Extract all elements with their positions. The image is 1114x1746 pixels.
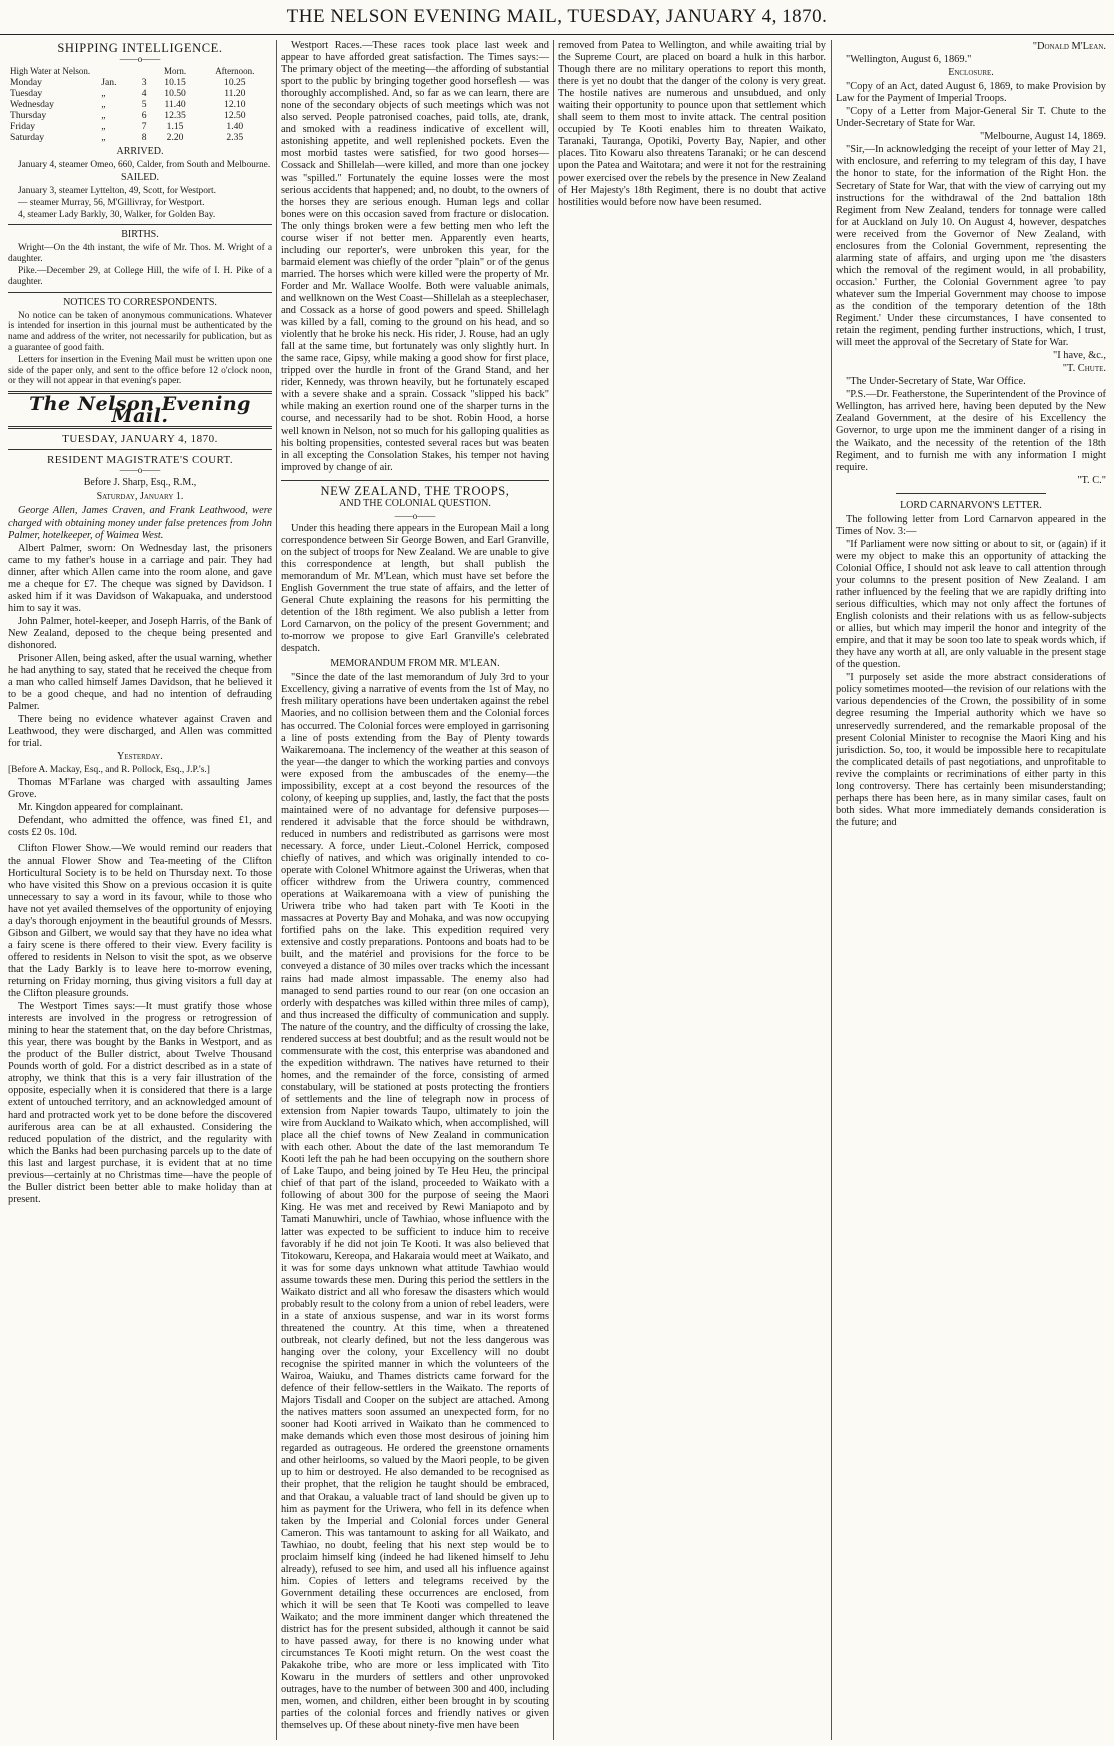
tide-row bbox=[8, 121, 272, 132]
shipping-heading: SHIPPING INTELLIGENCE. bbox=[57, 41, 223, 55]
divider bbox=[8, 449, 272, 450]
tide-day: Friday bbox=[10, 121, 36, 133]
tide-aft: 10.25 bbox=[224, 77, 246, 89]
court-day: Saturday, January 1. bbox=[96, 491, 184, 503]
births-heading: BIRTHS. bbox=[121, 229, 159, 241]
paper-date: TUESDAY, JANUARY 4, 1870. bbox=[62, 433, 218, 446]
tide-date: 4 bbox=[141, 88, 147, 100]
ornament: ——o—— bbox=[119, 54, 161, 65]
postscript: "P.S.—Dr. Featherstone, the Superintendent of the Province of Wellington, has arrived here, having been deputed by the New Zealand Government, at the desire of his Excellency the Governor, to urge upon me the imminent danger of a rising in the Waikato, and the necessity of the retention of the 18th Regiment, and to furnish me with any information I might require. bbox=[836, 389, 1106, 473]
races-paragraph: Westport Races.—These races took place last week and appear to have afforded great satisfaction. The Times says:—The primary object of the meeting—the affording of substantial sport to the public by bringing together good horseflesh — was thoroughly accomplished. And, so far as we can learn, there are none of the secondary objects of such meetings which was not also served. People patronised coaches, paid tolls, ate, drank, and smoked with a readiness indicative of excellent will, astonishing appetite, and well replenished pockets. Even the most morbid tastes were satisfied, for two good horses—Cossack and Shillelah—were killed, and more than one jockey was "spilled." Fortunately the equine losses were the most serious accidents that happened; and, no doubt, to the owners of the horses they are serious enough. Human legs and collar bones were on this occasion saved from fracture or dislocation. The only things broken were a few betting men who left the course wiser if not better men. Apparently even hearts, including our reporter's, were unbroken this year, for the barmaid element was chiefly of the order "plain" or of the genus married. The horses which were killed were the property of Mr. Forder and Mr. Wallace Woolfe. Both were valuable animals, and wellknown on the West Coast—Shillelah as a steeplechaser, and Cossack as a horse of good powers and speed. Shillelagh was killed by a fall, coming to the ground on his head, and so violently that he broke his neck. His rider, J. Rouse, had an ugly fall at the same time, but fortunately was only slightly hurt. In the same race, Gipsy, while making a good show for first place, tripped over the hurdle in front of the Grand Stand, and her rider, Kennedy, was thrown heavily, but he fortunately escaped with a severe shake and a sprain. Cossack "slipped his back" while making an exertion round one of the sharper turns in the course, and necessarily had to be shot. Robin Hood, a horse well known in Nelson, not so much for his galloping qualities as his bolting propensities, contested several races but was beaten in all excepting the Consolation Stakes, his temper not having improved by change of air. bbox=[281, 40, 549, 473]
troops-heading: NEW ZEALAND, THE TROOPS, bbox=[320, 483, 510, 498]
enclosure-heading: Enclosure. bbox=[948, 67, 994, 79]
enclosure-item: "Copy of an Act, dated August 6, 1869, to make Provision by Law for the Payment of Imperial Troops. bbox=[836, 81, 1106, 105]
tide-date: 7 bbox=[141, 121, 147, 133]
tide-aft: 1.40 bbox=[226, 121, 244, 133]
masthead-title: THE NELSON EVENING MAIL, TUESDAY, JANUARY 4, 1870. bbox=[286, 6, 828, 27]
carnarvon-heading: LORD CARNARVON'S LETTER. bbox=[900, 499, 1042, 511]
arrived-heading: ARRIVED. bbox=[116, 146, 164, 158]
carnarvon-paragraph: "If Parliament were now sitting or about to sit, or (again) if it were my object to make this an opportunity of attacking the Colonial Office, I should not ask leave to call attention through your columns to the present position of New Zealand. I am rather influenced by the feeling that we are rapidly drifting into serious difficulties, which may not only affect the fortunes of English colonists and their relations with us as fellow-subjects or allies, but which may imperil the honor and integrity of the empire, and that it may be soon too late to speak words which, if they have any worth at all, are only valuable in the present stage of the question. bbox=[836, 538, 1106, 671]
tide-month: „ bbox=[101, 121, 106, 133]
tide-date: 8 bbox=[141, 132, 147, 144]
memo-date: "Wellington, August 6, 1869." bbox=[846, 54, 972, 66]
tide-aft: 12.50 bbox=[224, 110, 246, 122]
tide-morn-header: Morn. bbox=[163, 66, 187, 77]
letter-close: "I have, &c., bbox=[1053, 350, 1106, 362]
column-2 bbox=[281, 40, 549, 1740]
clifton-paragraph: Clifton Flower Show.—We would remind our readers that the annual Flower Show and Tea-meeting of the Clifton Horticultural Society is to be held on Thursday next. To those who have visited this Show on a previous occasion it is quite unnecessary to say a word in its favour, while to those who have not yet availed themselves of the opportunity of enjoying a day's thorough enjoyment in the beautiful grounds of Messrs. Gibson and Gilbert, we would say that they have no idea what a fairy scene is there offered to their view. Every facility is offered to residents in Nelson to visit the spot, as we observe that the Lady Barkly is to leave here to-morrow evening, returning on Friday morning, thus giving visitors a full day at the Clifton pleasure grounds. bbox=[8, 843, 272, 1000]
tide-header-row bbox=[8, 66, 272, 77]
divider bbox=[281, 480, 549, 481]
court-paragraph: John Palmer, hotel-keeper, and Joseph Harris, of the Bank of New Zealand, deposed to the cheque being presented and dishonored. bbox=[8, 615, 272, 651]
memo-text: "Since the date of the last memorandum of July 3rd to your Excellency, giving a narrative of events from the 1st of May, no fresh military operations have been undertaken against the rebel Maories, and no collision between them and the Colonial forces has occurred. The Colonial forces were employed in garrisoning a line of posts extending from the Bay of Plenty towards Waikaremoana. The inclemency of the weather at this season of the year—the danger to which the working parties and convoys were exposed from the ambuscades of the enemy—the impossibility, except at a cost beyond the resources of the colony, of keeping up supplies, and, lastly, the fact that the posts maintained were of no advantage for defensive purposes—rendered it advisable that the force should be withdrawn, reduced in numbers and redistributed as garrisons were most necessary. A force, under Lieut.-Colonel Herrick, composed chiefly of natives, and which was originally intended to co-operate with Colonel Whitmore against the Uriweras, when that officer withdrew from the Uriwera country, commenced operations at Waikaremoana with a view of punishing the Uriwera tribe who had taken part with Te Kooti in the massacres at Poverty Bay and Mohaka, and was now occupying fortified pahs on the lake. This expedition required very extensive and costly preparations. Pontoons and boats had to be built, and the matériel and provisions for the force to be conveyed a distance of 30 miles over tracks which the incessant rains had made almost impassable. The enemy also had managed to send parties round to our rear (on one occasion an orderly with despatches was killed within three miles of camp), and thus increased the difficulty of communication and supply. The nature of the country, and the difficulty of crossing the lake, rendered success at best doubtful; and as the result would not be commensurate with the cost, this enterprise was abandoned and the expedition withdrawn. The natives have returned to their homes, and the remainder of the force, consisting of armed constabulary, will be stationed at posts protecting the frontiers of settlements and the line of telegraph now in process of extension from Napier towards Taupo, ultimately to join the wire from Auckland to Waikato which, when accomplished, will place all the chief towns of New Zealand in communication with each other. About the date of the last memorandum Te Kooti left the pah he had been occupying on the southern shore of Lake Taupo, and being joined by Te Heu Heu, the principal chief of that part of the island, proceeded to Waikato with a following of about 300 for the purpose of seeing the Maori King. He was met and received by Rewi Maniapoto and by Tamati Manuwhiri, uncle of Tawhiao, whose influence with the latter was expected to be sufficient to induce him to receive favorably if he did not join Te Kooti. It was also believed that Titokowaru, Kereopa, and Hakaraia would meet at Waikato, and it was for some days unknown what attitude Tawhiao would assume towards these men. During this period the settlers in the Waikato district and all who foresaw the disasters which would probably result to the colony from a union of rebel leaders, were in a state of anxious suspense, and war in its worst forms threatened the country. At this time, when a threatened outbreak, not clearly defined, but not the less dangerous was hanging over the colony, your Excellency will no doubt recognise the spirited manner in which the volunteers of the Wairoa, Waiuku, and Thames districts came forward for the defence of their fellow-settlers in the Waikato. The reports of Majors Tisdall and Cooper on the subject are attached. Among the natives matters soon assumed an unexpected form, for no sooner had Kooti arrived in Waikato than he commenced to make demands which even those most desirous of joining him regarded as outrageous. He ordered the greenstone ornaments and other heirlooms, so valued by the Maori people, to be given up to him or destroyed. He also demanded to be recognised as their prophet, that the religion he taught should be embraced, and that Orakau, a valuable tract of land should be given up to him as payment for the Uriwera, who fell in its defence when taken by the Imperial and Colonial forces under General Cameron. This was tantamount to asking for all Waikato, and Tawhiao, no doubt, feeling that his next step would be to proclaim himself king (indeed he had likened himself to Jehu already), refused to see him, and used all his influence against him. Copies of letters and telegrams received by the Government detailing these occurrences are enclosed, from which it will be seen that Te Kooti was compelled to leave Waikato; and the more imminent danger which threatened the district has for the present subsided, although it cannot be said to have passed away, for there is no knowing under what circumstances Te Kooti might return. On the west coast the Pakakohe tribe, who are more or less implicated with Tito Kowaru in the murders of settlers and other unprovoked outrages, have to the number of between 300 and 400, including men, women, and children, either been brought in by scouting parties of the colonial forces and friendly natives or given themselves up. Of these about ninety-five men have been bbox=[281, 672, 549, 1732]
tide-morn: 10.50 bbox=[164, 88, 186, 100]
tide-month: „ bbox=[101, 110, 106, 122]
sailed-item: 4, steamer Lady Barkly, 30, Walker, for Golden Bay. bbox=[18, 209, 216, 220]
court-paragraph: Defendant, who admitted the offence, was fined £1, and costs £2 0s. 10d. bbox=[8, 815, 272, 839]
tide-row bbox=[8, 88, 272, 99]
tide-morn: 1.15 bbox=[166, 121, 184, 133]
tide-month: Jan. bbox=[101, 77, 117, 89]
troops-subheading: AND THE COLONIAL QUESTION. bbox=[339, 497, 491, 509]
court-paragraph: Prisoner Allen, being asked, after the usual warning, whether he had anything to say, stated that he received the cheque from a man who called himself James Davidson, that he believed it to be a good cheque, and had no intention of defrauding Palmer. bbox=[8, 653, 272, 713]
memo-signature: "Donald M'Lean. bbox=[1032, 41, 1106, 52]
masthead bbox=[0, 0, 1114, 35]
tide-month: „ bbox=[101, 88, 106, 100]
tide-morn: 11.40 bbox=[164, 99, 186, 111]
birth-item: Pike.—December 29, at College Hill, the wife of I. H. Pike of a daughter. bbox=[8, 265, 272, 287]
divider bbox=[8, 224, 272, 225]
court-before: Before J. Sharp, Esq., R.M., bbox=[83, 477, 197, 489]
court-before: [Before A. Mackay, Esq., and R. Pollock, Esq., J.P.'s.] bbox=[8, 765, 210, 776]
notices-text: No notice can be taken of anonymous communications. Whatever is intended for insertion in this journal must be authenticated by the name and address of the writer, not necessarily for publication, but as a guarantee of good faith. bbox=[8, 310, 272, 353]
court-paragraph: George Allen, James Craven, and Frank Leathwood, were charged with obtaining money under false pretences from John Palmer, hotelkeeper, of Waimea West. bbox=[8, 505, 272, 541]
tide-date: 6 bbox=[141, 110, 147, 122]
divider bbox=[8, 292, 272, 293]
column-4 bbox=[836, 40, 1106, 1740]
tide-morn: 2.20 bbox=[166, 132, 184, 144]
tide-row bbox=[8, 132, 272, 143]
chute-letter: "Sir,—In acknowledging the receipt of your letter of May 21, with enclosure, and referring to my telegram of this day, I have the honor to state, for the information of the Right Hon. the Secretary of State for War, that with the view of carrying out my instructions for the withdrawal of the 2nd battalion 18th Regiment from New Zealand, tenders for tonnage were called for at Auckland on July 10. On August 4, however, despatches were received from the Governor of New Zealand, with enclosures from the Colonial Government, representing the alarming state of affairs, and urging upon me 'the disasters which the removal of the regiment would, in all probability, occasion.' Further, the Colonial Government agree 'to pay whatever sum the Imperial Government may choose to impose as the condition of the temporary detention of the 18th Regiment.' Under these circumstances, I have consented to retain the regiment, pending further instructions, which, I trust, will meet the approval of the Secretary of State for War. bbox=[836, 144, 1106, 349]
memo-text-continued: removed from Patea to Wellington, and while awaiting trial by the Supreme Court, are placed on board a hulk in this harbor. Though there are no military operations to report this month, there is yet no doubt that the danger of the colony is very great. The hostile natives are numerous and unsubdued, and only waiting their opportunity to pounce upon that settlement which shall seem to them most to invite attack. The central position occupied by Te Kooti enables him to threaten Waikato, Taranaki, Tauranga, Opotiki, Poverty Bay, Napier, and other places. Tito Kowaru also threatens Taranaki; or he can descend upon the Patea and Waitotara; and were it not for the restraining power exercised over the rebels by the presence in New Zealand of Her Majesty's 18th Regiment, there is no doubt that active hostilities would before now have been resumed. bbox=[558, 40, 826, 208]
notices-text: Letters for insertion in the Evening Mail must be written upon one side of the paper only, and sent to the office before 12 o'clock noon, or they will not appear in that evening's paper. bbox=[8, 354, 272, 387]
tide-day: Monday bbox=[10, 77, 42, 89]
tide-day: Thursday bbox=[10, 110, 47, 122]
court-paragraph: Mr. Kingdon appeared for complainant. bbox=[18, 802, 184, 814]
tide-morn: 12.35 bbox=[164, 110, 186, 122]
sailed-item: January 3, steamer Lyttelton, 49, Scott, for Westport. bbox=[18, 185, 216, 196]
tide-row bbox=[8, 99, 272, 110]
memo-continuation bbox=[558, 40, 826, 209]
sailed-heading: SAILED. bbox=[120, 171, 160, 183]
divider bbox=[896, 493, 1046, 494]
tide-month: „ bbox=[101, 99, 106, 111]
paper-name: The Nelson Evening Mail. bbox=[29, 393, 251, 428]
tide-date: 5 bbox=[141, 99, 147, 111]
ornament: ——o—— bbox=[394, 510, 436, 521]
tide-row bbox=[8, 110, 272, 121]
sailed-item: — steamer Murray, 56, M'Gillivray, for Westport. bbox=[18, 197, 205, 208]
tide-table bbox=[8, 66, 272, 143]
memo-heading: MEMORANDUM FROM MR. M'LEAN. bbox=[330, 658, 500, 670]
court-paragraph: Albert Palmer, sworn: On Wednesday last, the prisoners came to my father's house in a carriage and pair. They had dinner, after which Allen came into the room alone, and gave me a cheque for £7. The cheque was signed by Davidson. I asked him if it was Davidson of Wakapuaka, and understood him to say it was. bbox=[8, 542, 272, 614]
column-rule bbox=[553, 40, 554, 1740]
column-rule bbox=[831, 40, 832, 1740]
column-3 bbox=[558, 40, 826, 1740]
birth-item: Wright—On the 4th instant, the wife of Mr. Thos. M. Wright of a daughter. bbox=[8, 243, 272, 265]
postscript-signature: "T. C." bbox=[1077, 474, 1106, 486]
carnarvon-paragraph: The following letter from Lord Carnarvon appeared in the Times of Nov. 3:— bbox=[836, 513, 1106, 537]
tide-aft: 11.20 bbox=[224, 88, 246, 100]
tide-month: „ bbox=[101, 132, 106, 144]
notices-heading: NOTICES TO CORRESPONDENTS. bbox=[63, 296, 217, 308]
arrived-text: January 4, steamer Omeo, 660, Calder, from South and Melbourne. bbox=[18, 160, 271, 171]
troops-intro: Under this heading there appears in the European Mail a long correspondence between Sir George Bowen, and Earl Granville, on the subject of troops for New Zealand. We are unable to give this correspondence at length, but shall publish the memorandum of Mr. M'Lean, which must have set before the English Government the true state of affairs, and the letter of General Chute explaining the reasons for his permitting the detention of the 18th regiment. We also publish a letter from Lord Carnarvon, on the policy of the present Government; and to-morrow we propose to give Earl Granville's celebrated despatch. bbox=[281, 522, 549, 655]
letter-signature: "T. Chute. bbox=[1062, 363, 1106, 375]
tide-aft: 12.10 bbox=[224, 99, 246, 111]
court-paragraph: Thomas M'Farlane was charged with assaulting James Grove. bbox=[8, 777, 272, 801]
tide-aft: 2.35 bbox=[226, 132, 244, 144]
tide-morn: 10.15 bbox=[164, 77, 186, 89]
tide-day: Wednesday bbox=[10, 99, 54, 111]
tide-aft-header: Afternoon. bbox=[215, 66, 255, 77]
letter-address: "The Under-Secretary of State, War Office. bbox=[846, 376, 1026, 388]
tide-label: High Water at Nelson. bbox=[10, 66, 91, 77]
court-day: Yesterday. bbox=[117, 751, 163, 763]
tide-day: Tuesday bbox=[10, 88, 43, 100]
tide-row bbox=[8, 77, 272, 88]
column-rule bbox=[276, 40, 277, 1740]
court-paragraph: There being no evidence whatever against Craven and Leathwood, they were discharged, and Allen was committed for trial. bbox=[8, 714, 272, 750]
tide-date: 3 bbox=[141, 77, 147, 89]
tide-day: Saturday bbox=[10, 132, 45, 144]
court-heading: RESIDENT MAGISTRATE'S COURT. bbox=[47, 454, 233, 467]
carnarvon-paragraph: "I purposely set aside the more abstract considerations of policy sometimes mooted—the revision of our relations with the various dependencies of the Crown, the possibility of in some degree resuming the Imperial authority which we have so unreservedly surrendered, and the remarkable proposal of the present Colonial Minister to recognise the Maori King and his jurisdiction. So, too, it would be impossible here to recapitulate the complicated details of past negotiations, and unprofitable to revive the complaints or recriminations of either party in this long controversy. There has certainly been misunderstanding; perhaps there has been here, as in many similar cases, fault on both sides. What more immediately demands consideration is the future; and bbox=[836, 672, 1106, 828]
westport-times-paragraph: The Westport Times says:—It must gratify those whose interests are involved in the progress or retrogression of mining to hear the statement that, on the day before Christmas, this year, there was bought by the Banks in Westport, and as the product of the Buller district, about Twelve Thousand Pounds worth of gold. For a district described as in a state of atrophy, we think that this is a very fair illustration of the opposite, especially when it is considered that there is a large extent of untouched territory, and an acknowledged amount of hard and protracted work yet to be done before the discovered auriferous area can be at all exhausted. Considering the reduced population of the district, and the regularity with which the Banks had been purchasing parcels up to the date of this last and largest purchase, it is evident that at no time previous—certainly at no Christmas time—have the people of the Buller district been better able to make holiday than at present. bbox=[8, 1001, 272, 1205]
ornament: ——o—— bbox=[119, 465, 161, 476]
column-1 bbox=[8, 40, 272, 1740]
letter-date: "Melbourne, August 14, 1869. bbox=[979, 131, 1106, 143]
enclosure-item: "Copy of a Letter from Major-General Sir T. Chute to the Under-Secretary of State for War. bbox=[836, 106, 1106, 130]
